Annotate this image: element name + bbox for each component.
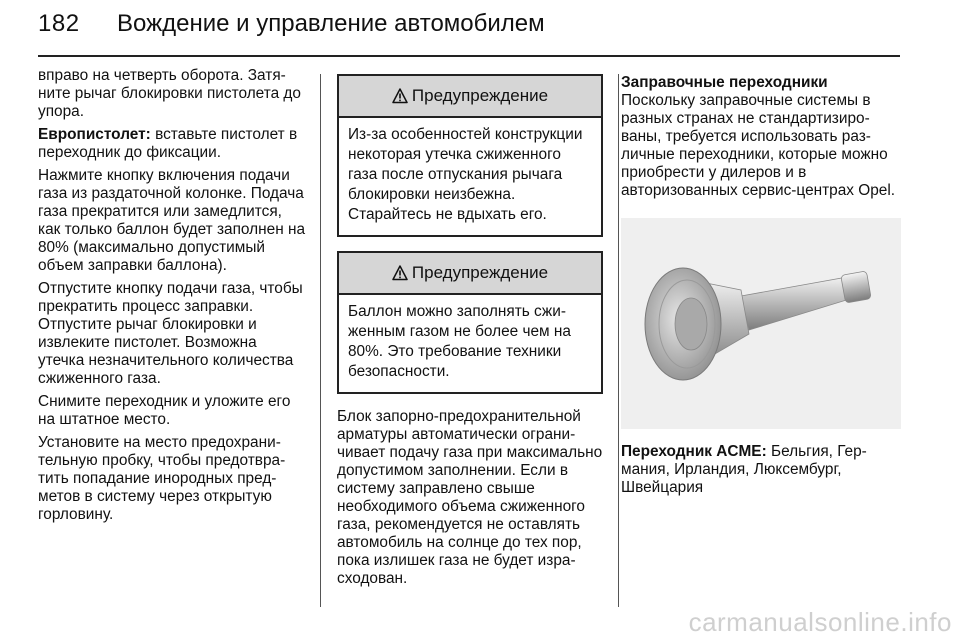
caption-bold: Переходник ACME: bbox=[621, 443, 767, 460]
paragraph: Поскольку заправочные системы в разных странах не стандартизированы, требуется использовать различные переходники, которые можно приобрести у дилеров и в авторизованных сервис-центрах Opel. bbox=[621, 92, 896, 199]
figure-caption bbox=[621, 443, 902, 497]
paragraph: Нажмите кнопку включения подачи газа из раздаточной колонке. Подача газа прекратится или замедлится, как только баллон будет заполнен на 80% (максимально допустимый объем заправки баллона). bbox=[38, 167, 306, 274]
warning-box-1 bbox=[337, 74, 603, 237]
warning-triangle-icon bbox=[392, 265, 408, 281]
column-middle bbox=[337, 74, 603, 593]
paragraph: Снимите переходник и уложите его на штатное место. bbox=[38, 393, 291, 428]
paragraph-text: вставьте пистолет в переходник до фиксации. bbox=[38, 126, 298, 161]
paragraph: Блок запорно-предохранительной арматуры автоматически ограничивает подачу газа при максимально допустимом заполнении. Если в систему заправлено свыше необходимого объема сжиженного газа, рекомендуется не оставлять автомобиль на солнце до тех пор, пока излишек газа не будет израсходован. bbox=[337, 408, 603, 587]
section-heading bbox=[621, 74, 902, 92]
paragraph bbox=[38, 126, 306, 162]
warning-text: Из-за особенностей конструкции некоторая утечка сжиженного газа после отпускания рычага блокировки неизбежна. Старайтесь не вдыхать его. bbox=[348, 126, 583, 223]
warning-text: Баллон можно заполнять сжиженным газом не более чем на 80%. Это требование техники безопасности. bbox=[348, 303, 571, 380]
column-left bbox=[38, 67, 306, 529]
paragraph: Установите на место предохранительную пробку, чтобы предотвратить попадание инородных предметов в систему через открытую горловину. bbox=[38, 434, 286, 523]
warning-triangle-icon bbox=[392, 88, 408, 104]
acme-adapter-illustration bbox=[621, 218, 901, 429]
caption-text: Бельгия, Германия, Ирландия, Люксембург, Швейцария bbox=[621, 443, 867, 496]
warning-header bbox=[339, 253, 601, 295]
term-bold: Европистолет: bbox=[38, 126, 151, 143]
paragraph: вправо на четверть оборота. Затяните рычаг блокировки пистолета до упора. bbox=[38, 67, 301, 120]
warning-title: Предупреждение bbox=[411, 86, 549, 105]
adapter-figure bbox=[621, 218, 901, 429]
column-divider-2 bbox=[618, 74, 619, 607]
column-divider-1 bbox=[320, 74, 321, 607]
page-title: Вождение и управление автомобилем bbox=[117, 10, 545, 37]
warning-box-2 bbox=[337, 251, 603, 394]
page-header bbox=[38, 8, 900, 54]
header-rule bbox=[38, 55, 900, 57]
warning-header bbox=[339, 76, 601, 118]
section-heading-text: Заправочные переходники bbox=[621, 74, 828, 91]
page-number: 182 bbox=[38, 10, 80, 37]
warning-title: Предупреждение bbox=[411, 263, 549, 282]
watermark: carmanualsonline.info bbox=[688, 607, 952, 637]
paragraph: Отпустите кнопку подачи газа, чтобы прекратить процесс заправки. Отпустите рычаг блокировки и извлеките пистолет. Возможна утечка незначительного количества сжиженного газа. bbox=[38, 280, 303, 387]
column-right bbox=[621, 74, 902, 502]
